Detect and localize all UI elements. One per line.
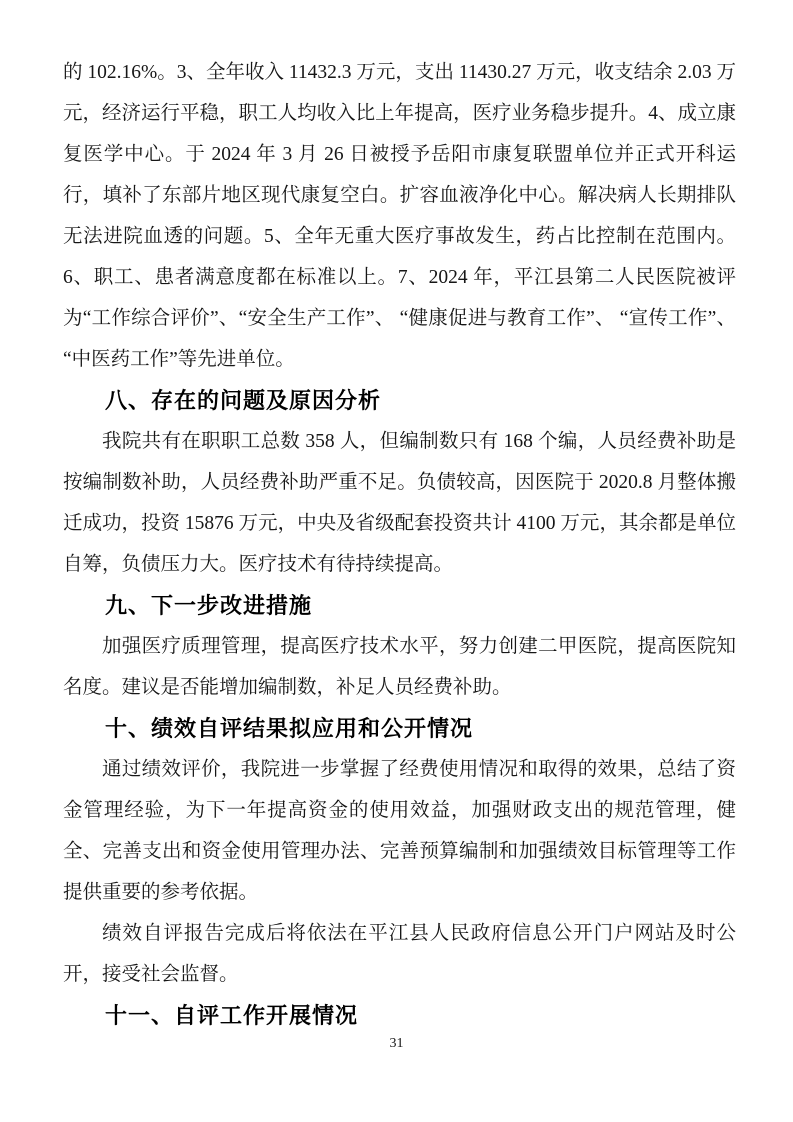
document-body bbox=[63, 52, 736, 1036]
paragraph-results-application: 通过绩效评价，我院进一步掌握了经费使用情况和取得的效果，总结了资金管理经验，为下一年提高资金的使用效益，加强财政支出的规范管理，健全、完善支出和资金使用管理办法、完善预算编制和加强绩效目标管理等工作提供重要的参考依据。 bbox=[63, 759, 736, 903]
paragraph-public-disclosure: 绩效自评报告完成后将依法在平江县人民政府信息公开门户网站及时公开，接受社会监督。 bbox=[63, 923, 736, 985]
section-heading-improvement-measures: 九、下一步改进措施 bbox=[105, 593, 313, 618]
section-heading-problems-analysis: 八、存在的问题及原因分析 bbox=[105, 388, 382, 413]
paragraph-problems-analysis: 我院共有在职职工总数 358 人，但编制数只有 168 个编，人员经费补助是按编制数补助，人员经费补助严重不足。负债较高，因医院于 2020.8 月整体搬迁成功，投资 15876 万元，中央及省级配套投资共计 4100 万元，其余都是单位自筹，负债压力大。医疗技术有待持续提高。 bbox=[63, 431, 736, 575]
continued-paragraph-summary: 的 102.16%。3、全年收入 11432.3 万元，支出 11430.27 万元，收支结余 2.03 万元，经济运行平稳，职工人均收入比上年提高，医疗业务稳步提升。4、成立康复医学中心。于 2024 年 3 月 26 日被授予岳阳市康复联盟单位并正式开科运行，填补了东部片地区现代康复空白。扩容血液净化中心。解决病人长期排队无法进院血透的问题。5、全年无重大医疗事故发生，药占比控制在范围内。6、职工、患者满意度都在标准以上。7、2024 年，平江县第二人民医院被评为“工作综合评价”、“安全生产工作”、 “健康促进与教育工作”、 “宣传工作”、 “中医药工作”等先进单位。 bbox=[63, 62, 736, 370]
section-heading-results-application: 十、绩效自评结果拟应用和公开情况 bbox=[105, 716, 474, 741]
page-number: 31 bbox=[389, 1036, 404, 1051]
section-heading-self-evaluation-work: 十一、自评工作开展情况 bbox=[105, 1003, 359, 1028]
paragraph-improvement-measures: 加强医疗质理管理，提高医疗技术水平，努力创建二甲医院，提高医院知名度。建议是否能增加编制数，补足人员经费补助。 bbox=[63, 636, 736, 698]
